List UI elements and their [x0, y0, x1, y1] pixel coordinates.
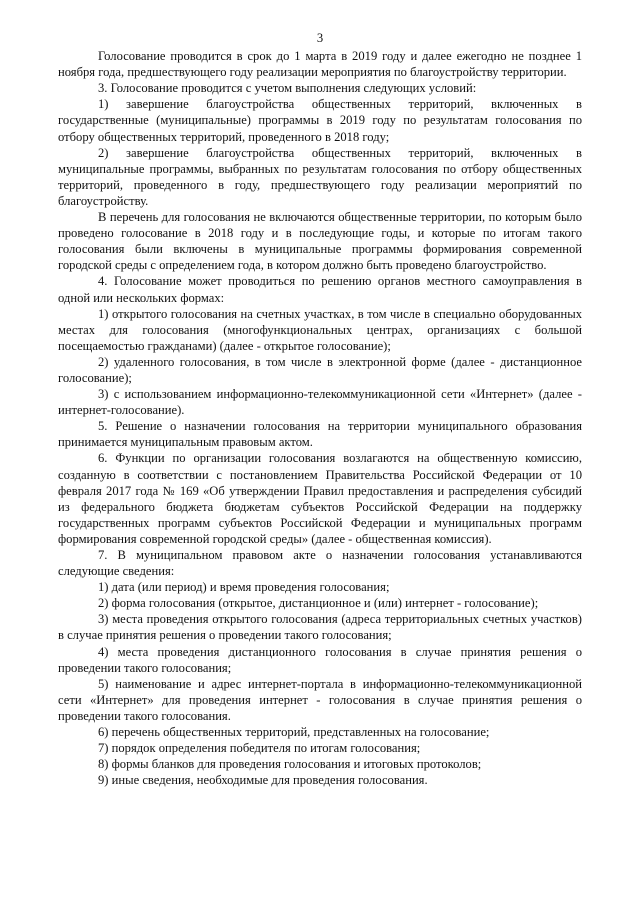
paragraph-voting-deadline: Голосование проводится в срок до 1 марта в 2019 году и далее ежегодно не позднее 1 ноября года, предшествующего году реализации мероприятия по благоустройству территории. [58, 49, 582, 80]
paragraph-section-5: 5. Решение о назначении голосования на территории муниципального образования принимается муниципальным правовым актом. [58, 419, 582, 450]
paragraph-item-9: 9) иные сведения, необходимые для проведения голосования. [98, 773, 428, 788]
paragraph-section-3: 3. Голосование проводится с учетом выполнения следующих условий: [98, 81, 477, 96]
paragraph-exclusion: В перечень для голосования не включаются общественные территории, по которым было проведено голосование в 2018 году и в последующие годы, и которые по итогам такого голосования были включены в муниципальные программы формирования современной городской среды с определением года, в котором должно быть проведено благоустройство. [58, 210, 582, 273]
page-number: 3 [316, 31, 324, 45]
paragraph-item-6: 6) перечень общественных территорий, представленных на голосование; [98, 725, 490, 740]
paragraph-item-1: 1) дата (или период) и время проведения голосования; [98, 580, 390, 595]
paragraph-condition-1: 1) завершение благоустройства общественных территорий, включенных в государственные (муниципальные) программы в 2019 году по результатам голосования по отбору общественных территорий, проведенного в 2018 году; [58, 97, 582, 144]
paragraph-item-7: 7) порядок определения победителя по итогам голосования; [98, 741, 421, 756]
paragraph-form-open: 1) открытого голосования на счетных участках, в том числе в специально оборудованных местах для голосования (многофункциональных центрах, организациях с большой посещаемостью гражданами) (далее - открытое голосование); [58, 306, 582, 353]
paragraph-form-internet: 3) с использованием информационно-телекоммуникационной сети «Интернет» (далее - интернет-голосование). [58, 387, 582, 418]
paragraph-condition-2: 2) завершение благоустройства общественных территорий, включенных в муниципальные программы, выбранных по результатам голосования по отбору общественных территорий, проведенного в году, предшествующего году реализации мероприятий по благоустройству. [58, 145, 582, 208]
paragraph-item-4: 4) места проведения дистанционного голосования в случае принятия решения о проведении такого голосования; [58, 644, 582, 675]
paragraph-item-8: 8) формы бланков для проведения голосования и итоговых протоколов; [98, 757, 482, 772]
paragraph-item-3: 3) места проведения открытого голосования (адреса территориальных счетных участков) в случае принятия решения о проведении такого голосования; [58, 612, 582, 643]
paragraph-item-5: 5) наименование и адрес интернет-портала в информационно-телекоммуникационной сети «Интернет» для проведения интернет - голосования в случае принятия решения о проведении такого голосования. [58, 676, 582, 723]
paragraph-section-4: 4. Голосование может проводиться по решению органов местного самоуправления в одной или нескольких формах: [58, 274, 582, 305]
paragraph-item-2: 2) форма голосования (открытое, дистанционное и (или) интернет - голосование); [98, 596, 539, 611]
paragraph-section-6: 6. Функции по организации голосования возлагаются на общественную комиссию, созданную в соответствии с постановлением Правительства Российской Федерации от 10 февраля 2017 года № 169 «Об утверждении Правил предоставления и распределения субсидий из федерального бюджета бюджетам субъектов Российской Федерации на поддержку государственных программ субъектов Российской Федерации и муниципальных программ формирования современной городской среды» (далее - общественная комиссия). [58, 451, 582, 546]
paragraph-section-7: 7. В муниципальном правовом акте о назначении голосования устанавливаются следующие сведения: [58, 548, 582, 579]
paragraph-form-remote: 2) удаленного голосования, в том числе в электронной форме (далее - дистанционное голосование); [58, 354, 582, 385]
